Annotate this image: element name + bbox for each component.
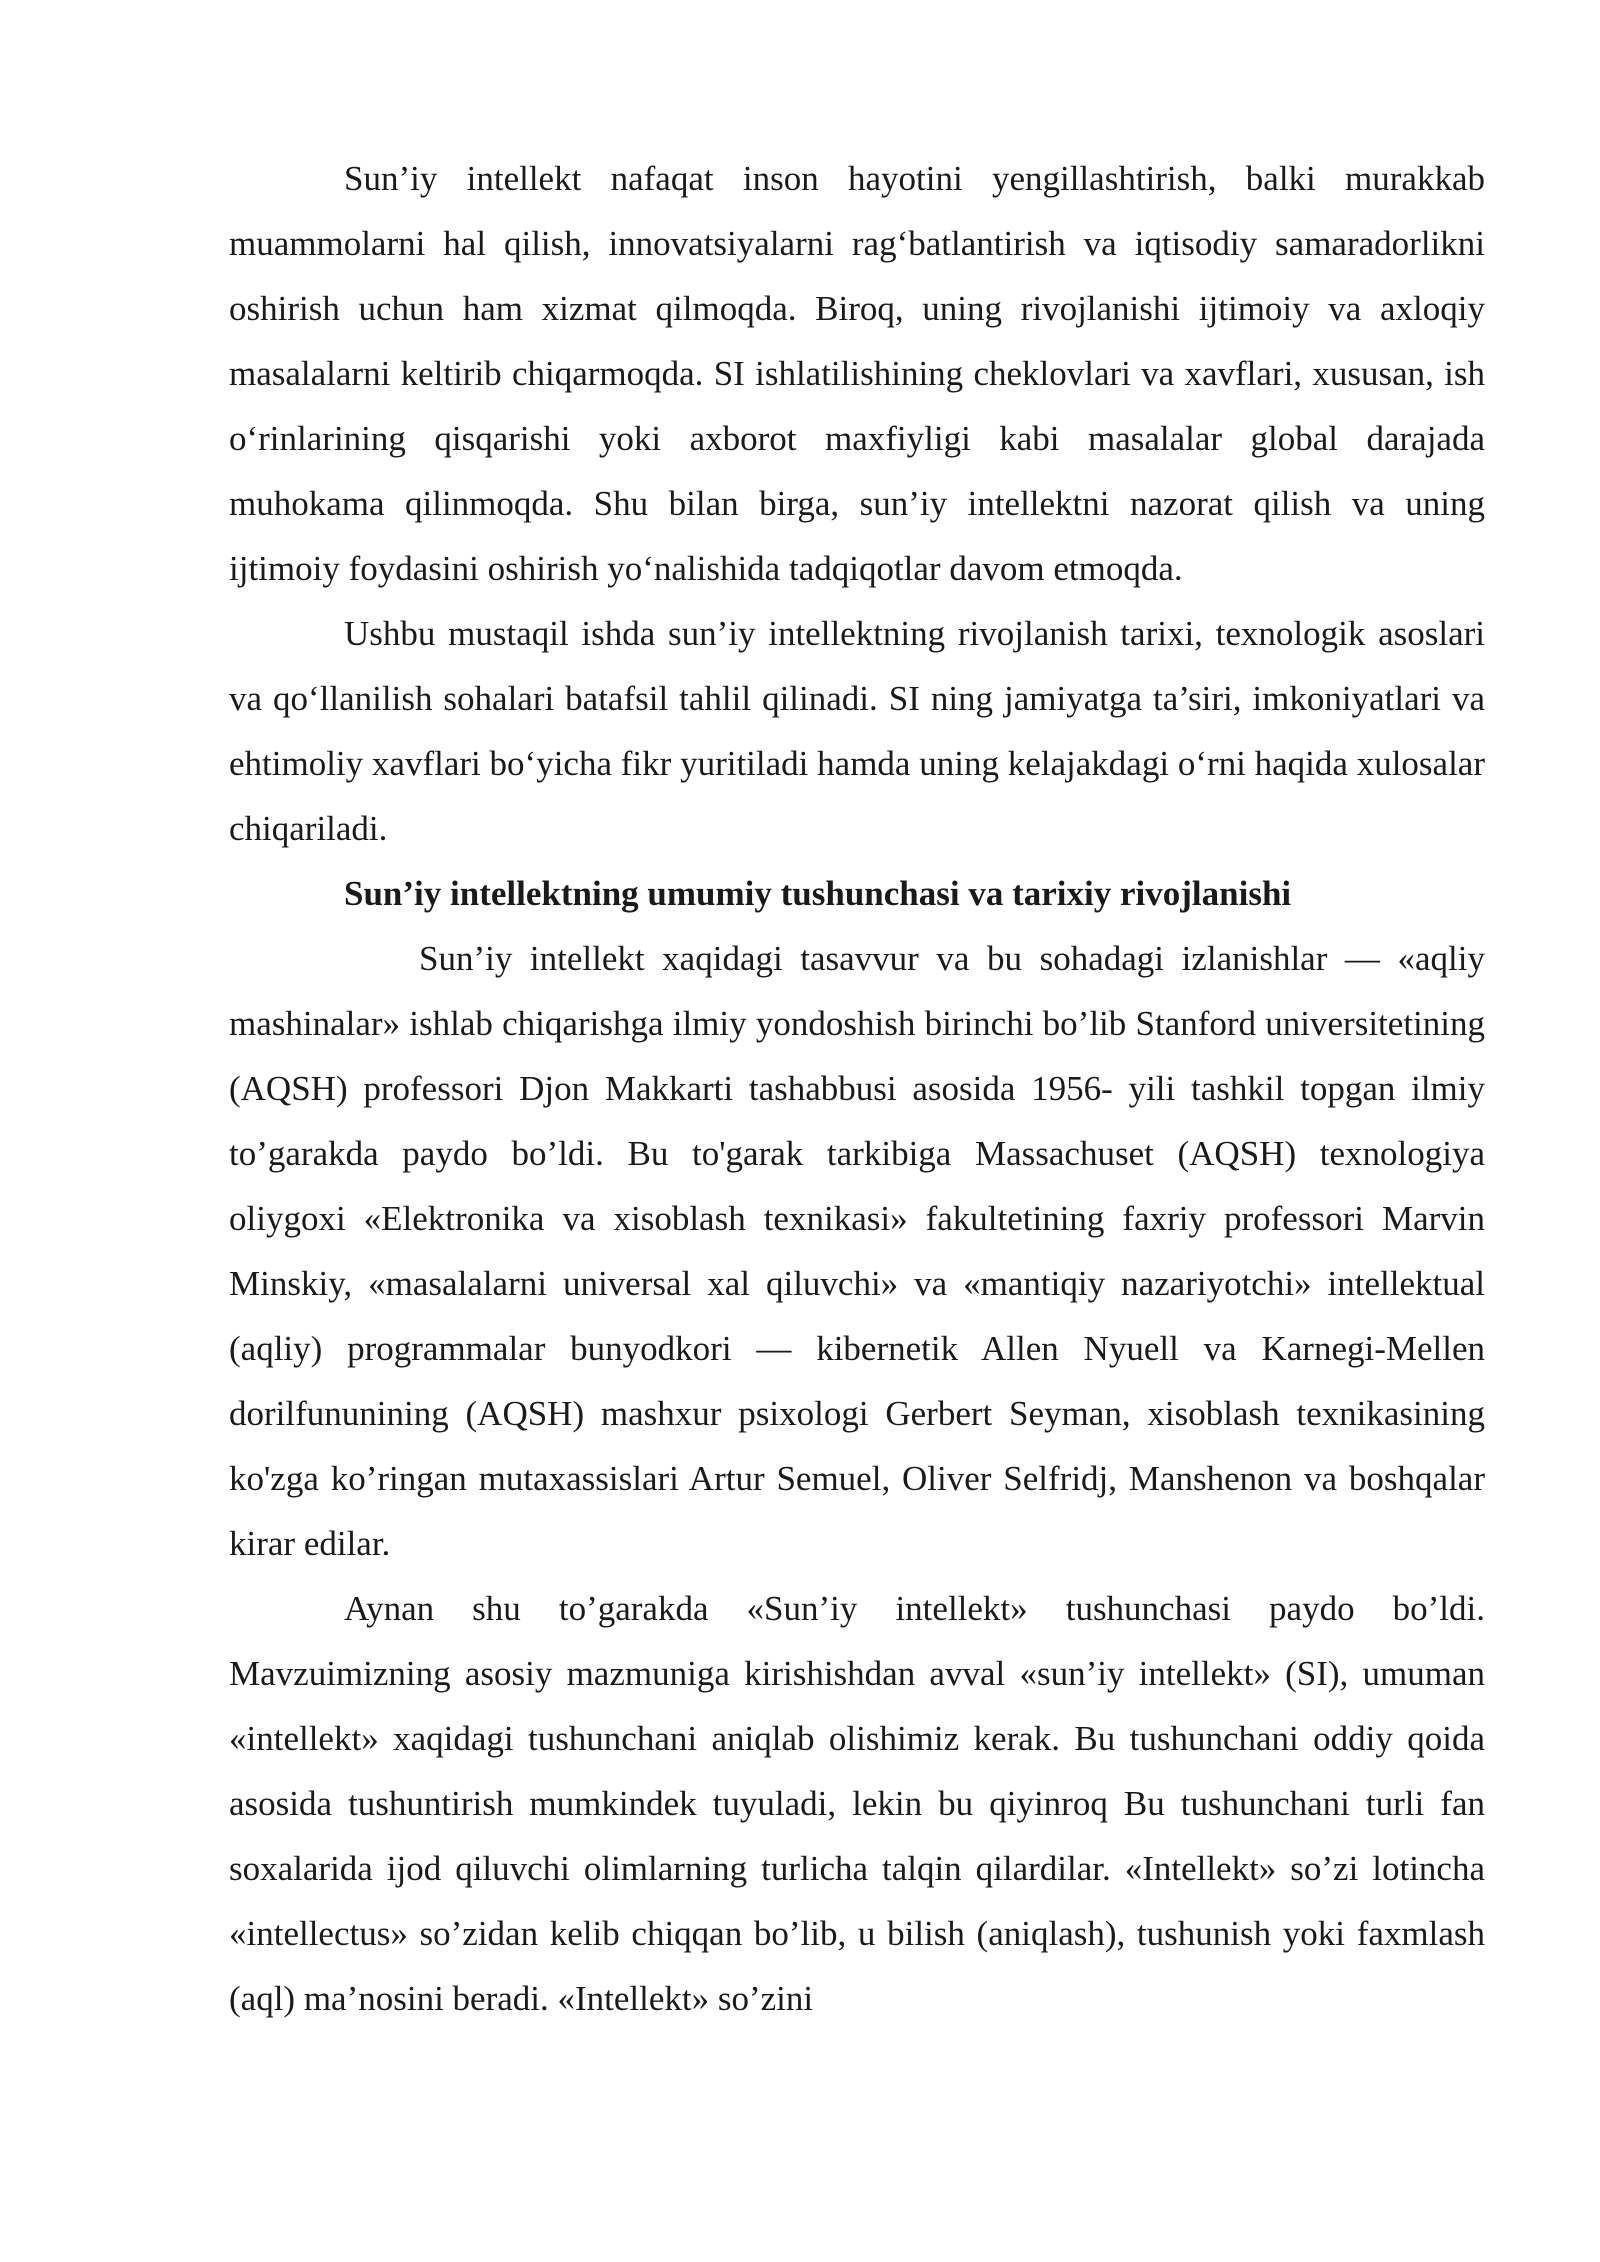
paragraph: Sun’iy intellekt nafaqat inson hayotini yengillashtirish, balki murakkab muammolarni hal qilish, innovatsiyalarni rag‘batlantirish va iqtisodiy samaradorlikni oshirish uchun ham xizmat qilmoqda. Biroq, uning rivojlanishi ijtimoiy va axloqiy masalalarni keltirib chiqarmoqda. SI ishlatilishining cheklovlari va xavflari, xususan, ish o‘rinlarining qisqarishi yoki axborot maxfiyligi kabi masalalar global darajada muhokama qilinmoqda. Shu bilan birga, sun’iy intellektni nazorat qilish va uning ijtimoiy foydasini oshirish yo‘nalishida tadqiqotlar davom etmoqda. (229, 159, 1485, 588)
paragraph: Ushbu mustaqil ishda sun’iy intellektning rivojlanish tarixi, texnologik asoslari va qo‘llanilish sohalari batafsil tahlil qilinadi. SI ning jamiyatga ta’siri, imkoniyatlari va ehtimoliy xavflari bo‘yicha fikr yuritiladi hamda uning kelajakdagi o‘rni haqida xulosalar chiqariladi. (229, 614, 1485, 848)
section-heading: Sun’iy intellektning umumiy tushunchasi va tarixiy rivojlanishi (344, 874, 1292, 913)
paragraph: Sun’iy intellekt xaqidagi tasavvur va bu sohadagi izlanishlar — «aqliy mashinalar» ishlab chiqarishga ilmiy yondoshish birinchi bo’lib Stanford universitetining (AQSH) professori Djon Makkarti tashabbusi asosida 1956- yili tashkil topgan ilmiy to’garakda paydo bo’ldi. Bu to'garak tarkibiga Massachuset (AQSH) texnologiya oliygoxi «Elektronika va xisoblash texnikasi» fakultetining faxriy professori Marvin Minskiy, «masalalarni universal xal qiluvchi» va «mantiqiy nazariyotchi» intellektual (aqliy) programmalar bunyodkori — kibernetik Allen Nyuell va Karnegi-Mellen dorilfununining (AQSH) mashxur psixologi Gerbert Seyman, xisoblash texnikasining ko'zga ko’ringan mutaxassislari Artur Semuel, Oliver Selfridj, Manshenon va boshqalar kirar edilar. (229, 939, 1485, 1563)
document-page (229, 146, 1485, 2031)
paragraph: Aynan shu to’garakda «Sun’iy intellekt» tushunchasi paydo bo’ldi. Mavzuimizning asosiy mazmuniga kirishishdan avval «sun’iy intellekt» (SI), umuman «intellekt» xaqidagi tushunchani aniqlab olishimiz kerak. Bu tushunchani oddiy qoida asosida tushuntirish mumkindek tuyuladi, lekin bu qiyinroq Bu tushunchani turli fan soxalarida ijod qiluvchi olimlarning turlicha talqin qilardilar. «Intellekt» so’zi lotincha «intellectus» so’zidan kelib chiqqan bo’lib, u bilish (aniqlash), tushunish yoki faxmlash (aql) ma’nosini beradi. «Intellekt» so’zini (229, 1589, 1485, 2018)
